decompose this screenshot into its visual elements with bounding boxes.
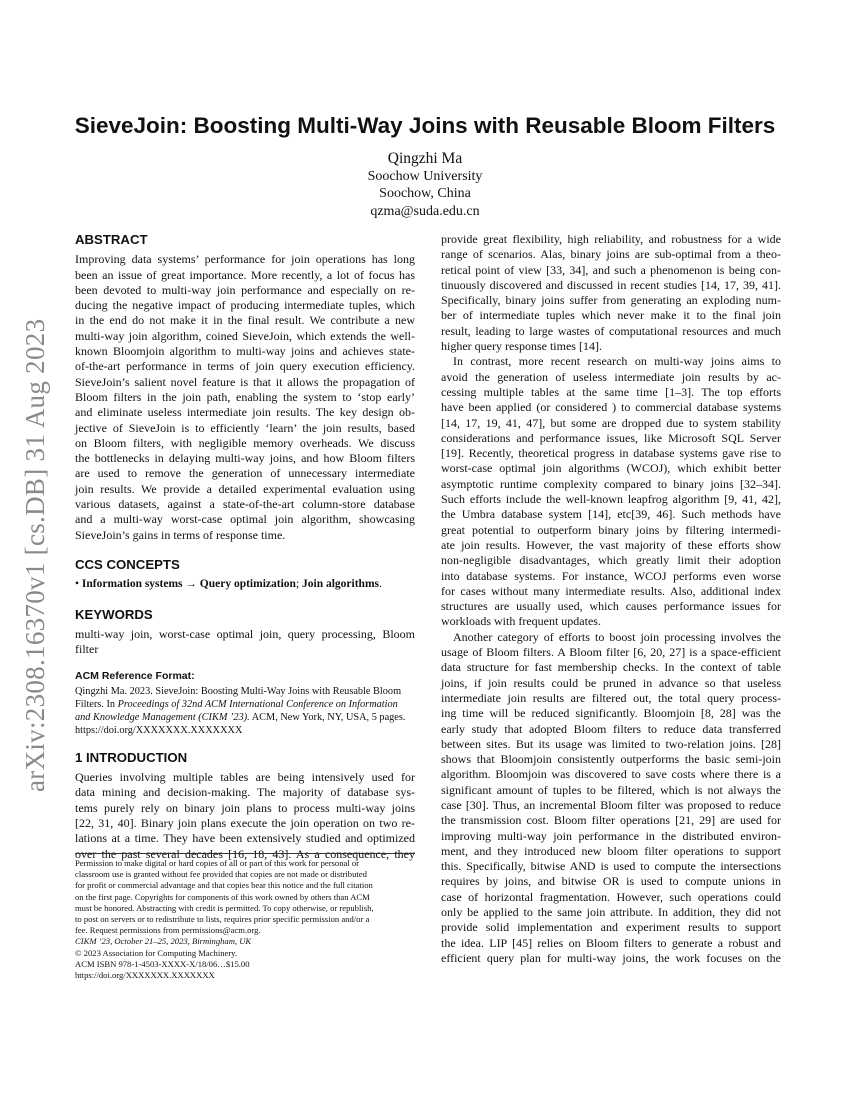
text-line: non-negligible disadvantages, which greatly limit their adoption	[441, 553, 781, 568]
text-line: higher query response times [14].	[441, 339, 602, 354]
doi-line: https://doi.org/XXXXXXX.XXXXXXX	[75, 970, 215, 981]
text-line: this. Specifically, bitwise AND is used to compute the intersections	[441, 859, 781, 874]
ccs-concept-2: Query optimization	[199, 578, 296, 591]
text-line: the bottlenecks in delaying multi-way joins, and how Bloom filters	[75, 451, 415, 466]
text-line: In contrast, more recent research on multi-way joins aims to	[453, 354, 781, 369]
text-line: tinuously discovered and discussed in recent studies [14, 17, 39, 41].	[441, 277, 781, 292]
text-line: Improving data systems’ performance for join operations has long	[75, 252, 415, 267]
left-column	[75, 232, 415, 862]
right-column	[441, 232, 781, 966]
text-line: are used to remove the generation of unnecessary intermediate	[75, 466, 415, 481]
text-line: asymptotic runtime complexity compared to binary joins [32–34].	[441, 476, 781, 491]
text-line: worst-case optimal join algorithms (WCOJ), which exhibit better	[441, 461, 781, 476]
ccs-concept-3: Join algorithms	[302, 578, 380, 591]
author-affiliation: Soochow University	[367, 168, 483, 184]
text-line: data mining and decision-making. The majority of database sys-	[75, 785, 415, 800]
text-line: the Umbra database system [14], etc[39, 46]. Such methods have	[441, 507, 781, 522]
text-line: ment, and they introduced new bloom filter operations to support	[441, 843, 781, 858]
intro-paragraph-1	[441, 232, 781, 354]
text-line: improving multi-way join performance in the distributed environ-	[441, 828, 781, 843]
text-line: ing time will be reduced significantly. Bloomjoin [8, 28] was the	[441, 706, 781, 721]
intro-paragraph-2	[441, 354, 781, 629]
text-line: only be applied to the same join attribute. In addition, they did not	[441, 905, 781, 920]
text-line: into database systems. For instance, WCOJ performs even worse	[441, 568, 781, 583]
text-line: SieveJoin’s gains in terms of response time.	[75, 527, 286, 542]
text-line: usage of Bloom filters. A Bloom filter [6, 20, 27] is a space-efficient	[441, 645, 781, 660]
isbn-line: ACM ISBN 978-1-4503-XXXX-X/18/06…$15.00	[75, 958, 250, 969]
text-line: joins, if join results could be pruned in advance so that useless	[441, 675, 781, 690]
text-line: tems purely rely on binary join plans to process multi-way joins	[75, 800, 415, 815]
text-line: efficient query plan for multi-way joins, the work focuses on the	[441, 950, 781, 965]
text-line: to post on servers or to redistribute to lists, requires prior specific permission and/or a	[75, 914, 370, 925]
text-line: the transmission cost. Bloom filter operations [21, 29] are used for	[441, 813, 781, 828]
abstract-text	[75, 252, 415, 543]
copyright-footnote	[75, 853, 415, 981]
arxiv-watermark	[14, 280, 54, 800]
text-line: in the end do not make it in the final result. We contribute a new	[75, 313, 415, 328]
ccs-heading: CCS CONCEPTS	[75, 556, 180, 572]
abstract-heading: ABSTRACT	[75, 232, 148, 247]
reference-format-text	[75, 685, 415, 737]
text-line: Another category of efforts to boost join processing involves the	[453, 629, 781, 644]
author-location: Soochow, China	[379, 186, 471, 201]
text-line: case [30]. Thus, an incremental Bloom filter was proposed to reduce	[441, 797, 781, 812]
text-line: cessing multiple tables at the same time [1–3]. The top efforts	[441, 384, 781, 399]
conference-info: CIKM ’23, October 21–25, 2023, Birmingham, UK	[75, 936, 252, 947]
text-line: multi-way join, worst-case optimal join, query processing, Bloom	[75, 626, 415, 641]
text-line: must be honored. Abstracting with credit is permitted. To copy otherwise, or republish,	[75, 902, 374, 913]
reference-conference: and Knowledge Management (CIKM ’23).	[75, 711, 250, 723]
text-line: Specifically, binary joins suffer from generating an exploding num-	[441, 293, 781, 308]
introduction-heading: 1 INTRODUCTION	[75, 749, 188, 765]
arxiv-identifier: arXiv:2308.16370v1 [cs.DB] 31 Aug 2023	[20, 318, 50, 792]
reference-line-2-prefix: Filters. In	[75, 698, 118, 710]
text-line: requires by joins, and bitwise OR is used to compute unions in	[441, 874, 781, 889]
reference-line-1: Qingzhi Ma. 2023. SieveJoin: Boosting Multi-Way Joins with Reusable Bloom	[75, 685, 402, 697]
keywords-heading: KEYWORDS	[75, 606, 153, 622]
permission-notice	[75, 858, 415, 936]
text-line: been an issue of great importance. More recently, a lot of focus has	[75, 267, 415, 282]
ccs-concepts	[75, 577, 415, 592]
text-line: Bloom filters in the join path, enabling the system to ‘stop early’	[75, 389, 415, 404]
text-line: [22, 31, 40]. Binary join plans execute the join operation on two re-	[75, 815, 415, 830]
text-line: result, leading to large wastes of computational resources and much	[441, 323, 781, 338]
text-line: great potential to outperform binary joins by filtering intermedi-	[441, 522, 781, 537]
text-line: provide great flexibility, high reliability, and robustness for a wide	[441, 232, 781, 246]
text-line: been devoted to multi-way join performance and especially on re-	[75, 282, 415, 297]
copyright-line: © 2023 Association for Computing Machinery.	[75, 947, 238, 958]
text-line: and a multi-way worst-case optimal join algorithm, showcasing	[75, 512, 415, 527]
text-line: intermediate join results are filtered out, the total query process-	[441, 690, 781, 705]
text-line: data structure for fast membership checks. In the context of table	[441, 660, 781, 675]
text-line: for cases without many intermediate results. Also, additional index	[441, 583, 781, 598]
text-line: between sites. But its usage was limited to two-relation joins. [28]	[441, 736, 781, 751]
text-line: SieveJoin’s salient novel feature is that it allows the propagation of	[75, 374, 415, 389]
author-name: Qingzhi Ma	[387, 150, 463, 167]
ccs-concept-1: Information systems	[81, 578, 183, 591]
text-line: case of horizontal fragmentation. However, such operations could	[441, 889, 781, 904]
text-line: [14, 17, 19, 41, 47], but some are dropped due to system stability	[441, 415, 781, 430]
text-line: ducing the negative impact of producing intermediate tuples, which	[75, 298, 415, 313]
reference-publisher: ACM, New York, NY, USA, 5 pages.	[249, 711, 406, 723]
text-line: workloads with frequent updates.	[441, 614, 601, 629]
text-line: on Bloom filters, with negligible memory overheads. We discuss	[75, 435, 415, 450]
text-line: join results. We provide a detailed experimental evaluation using	[75, 481, 415, 496]
author-email: qzma@suda.edu.cn	[370, 203, 480, 219]
text-line: Permission to make digital or hard copies of all or part of this work for personal or	[75, 858, 360, 868]
ccs-separator: ;	[295, 578, 300, 591]
text-line: ate join results. However, the vast majority of these efforts show	[441, 537, 781, 552]
text-line: various datasets, against a state-of-the-art column-store database	[75, 497, 415, 512]
acm-reference	[75, 669, 415, 736]
reference-doi: https://doi.org/XXXXXXX.XXXXXXX	[75, 724, 243, 736]
author-block	[0, 150, 850, 220]
text-line: considerations and performance issues, like Microsoft SQL Server	[441, 430, 781, 445]
introduction-text	[75, 770, 415, 862]
ccs-arrow: →	[185, 578, 197, 591]
text-line: provide solid implementation and experiment results to support	[441, 920, 781, 935]
text-line: over the past several decades [16, 18, 43]. As a consequence, they	[75, 846, 415, 861]
text-line: for profit or commercial advantage and that copies bear this notice and the full citation	[75, 880, 373, 891]
intro-paragraph-3	[441, 630, 781, 967]
text-line: lations at a time. They have been extensively studied and optimized	[75, 831, 415, 846]
text-line: have been applied (or considered ) to commercial database systems	[441, 400, 781, 415]
text-line: [19]. Recently, theoretical progress in database systems gave rise to	[441, 446, 781, 461]
text-line: significant amount of tuples to be filtered, which is not always the	[441, 782, 781, 797]
text-line: range of scenarios. Alas, binary joins are sub-optimal from a theo-	[441, 247, 781, 262]
text-line: and eliminate useless intermediate join results. The key design ob-	[75, 405, 415, 420]
text-line: avoid the generation of useless intermediate join results by ac-	[441, 369, 781, 384]
text-line: jective of SieveJoin is to efficiently ‘learn’ the join results, based	[75, 420, 415, 435]
text-line: fee. Request permissions from permissions@acm.org.	[75, 925, 261, 936]
text-line: algorithm. Bloomjoin was discovered to save costs where there is a	[441, 767, 781, 782]
text-line: filter	[75, 642, 99, 657]
ccs-end: .	[379, 578, 382, 591]
reference-format-heading: ACM Reference Format:	[75, 670, 195, 683]
text-line: structures are usually used, which causes performance issues for	[441, 599, 781, 614]
text-line: on the first page. Copyrights for components of this work owned by others than ACM	[75, 891, 370, 902]
text-line: shows that Bloomjoin consistently outperforms the basic semi-join	[441, 752, 781, 767]
reference-proceedings: Proceedings of 32nd ACM International Conference on Information	[117, 698, 398, 710]
keywords-text	[75, 627, 415, 658]
text-line: known Bloomjoin algorithm to multi-way joins and achieves state-	[75, 344, 415, 359]
text-line: Such efforts include the well-known leapfrog algorithm [9, 41, 42],	[441, 492, 781, 507]
text-line: of-the-art performance in terms of join query execution efficiency.	[75, 359, 415, 374]
text-line: Queries involving multiple tables are being intensively used for	[75, 770, 415, 785]
text-line: classroom use is granted without fee provided that copies are not made or distributed	[75, 869, 367, 880]
paper-title: SieveJoin: Boosting Multi-Way Joins with Reusable Bloom Filters	[74, 113, 776, 138]
text-line: multi-way join algorithm, coined SieveJoin, which extends the well-	[75, 328, 415, 343]
text-line: retical point of view [33, 34], and such a phenomenon is being con-	[441, 262, 781, 277]
ccs-bullet: •	[75, 578, 80, 591]
text-line: early study that adopted Bloom filters to reduce data transferred	[441, 721, 781, 736]
text-line: the idea. LIP [45] relies on Bloom filters to generate a robust and	[441, 935, 781, 950]
text-line: ber of intermediate tuples which never make it to the final join	[441, 308, 781, 323]
